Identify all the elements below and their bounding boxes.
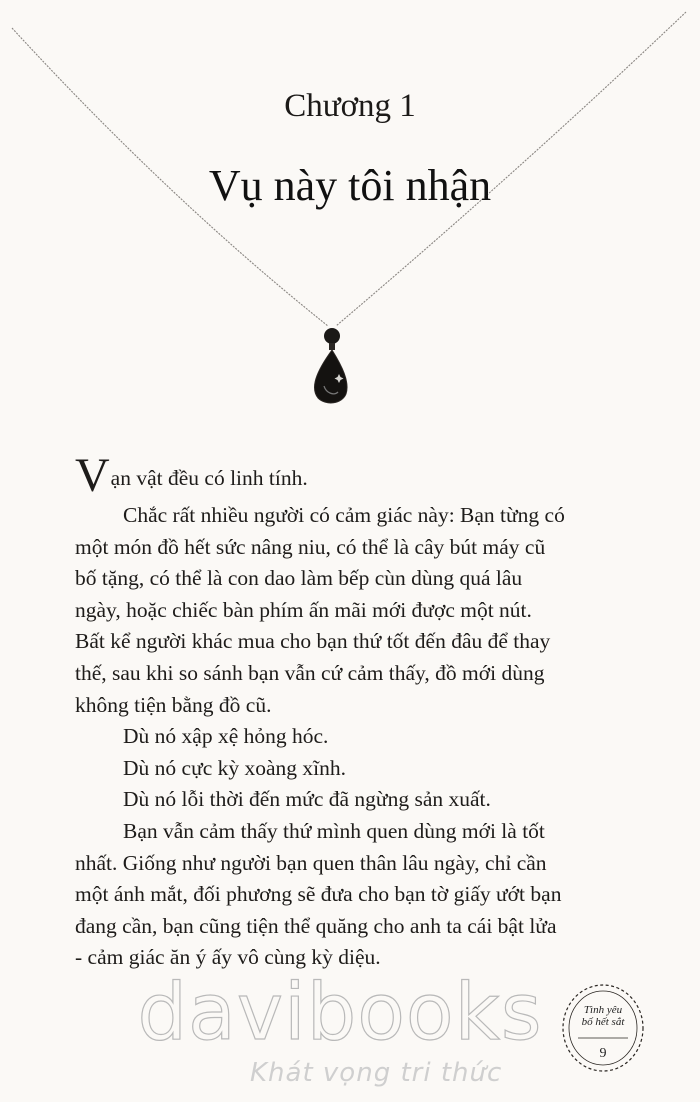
running-book-title	[572, 1004, 634, 1028]
short-line: Dù nó cực kỳ xoàng xĩnh.	[123, 755, 347, 780]
necklace-bead	[324, 328, 340, 344]
text-line: một ánh mắt, đối phương sẽ đưa cho bạn tờ giấy ướt bạn	[75, 882, 562, 907]
running-title-line: Tình yêu	[583, 1004, 623, 1016]
text-line: ngày, hoặc chiếc bàn phím ấn mãi mới được một nút.	[75, 597, 532, 622]
text-line: Bạn vẫn cảm thấy thứ mình quen dùng mới là tốt	[123, 818, 545, 843]
chapter-title: Vụ này tôi nhận	[208, 161, 492, 210]
text-line: nhất. Giống như người bạn quen thân lâu ngày, chỉ cần	[75, 850, 547, 875]
paragraph	[75, 500, 630, 721]
opening-line-text: ạn vật đều có linh tính.	[110, 466, 308, 490]
short-line: Dù nó lỗi thời đến mức đã ngừng sản xuất.	[123, 787, 491, 812]
text-line: một món đồ hết sức nâng niu, có thể là cây bút máy cũ	[75, 534, 546, 559]
opening-line	[75, 449, 630, 502]
text-line: Bất kể người khác mua cho bạn thứ tốt đến đâu để thay	[75, 629, 551, 654]
running-title-line: bố hết sắt	[581, 1016, 625, 1028]
text-line: Chắc rất nhiều người có cảm giác này: Bạn từng có	[123, 503, 565, 527]
text-line: thế, sau khi so sánh bạn vẫn cứ cảm thấy, đồ mới dùng	[75, 660, 545, 685]
drop-cap: V	[75, 449, 110, 502]
text-line: không tiện bằng đồ cũ.	[75, 692, 272, 717]
teardrop-pendant-icon	[314, 350, 347, 403]
text-line: - cảm giác ăn ý ấy vô cùng kỳ diệu.	[75, 945, 381, 970]
watermark-brand: davibooks	[137, 968, 543, 1058]
chapter-body	[75, 449, 630, 974]
chapter-label: Chương 1	[284, 88, 416, 124]
watermark-slogan: Khát vọng tri thức	[250, 1058, 503, 1088]
paragraph	[75, 816, 630, 974]
page-number: 9	[599, 1046, 607, 1061]
short-line: Dù nó xập xệ hỏng hóc.	[123, 724, 329, 749]
text-line: bố tặng, có thể là con dao làm bếp cùn dùng quá lâu	[75, 566, 523, 591]
text-line: đang cần, bạn cũng tiện thể quăng cho anh ta cái bật lửa	[75, 913, 557, 938]
